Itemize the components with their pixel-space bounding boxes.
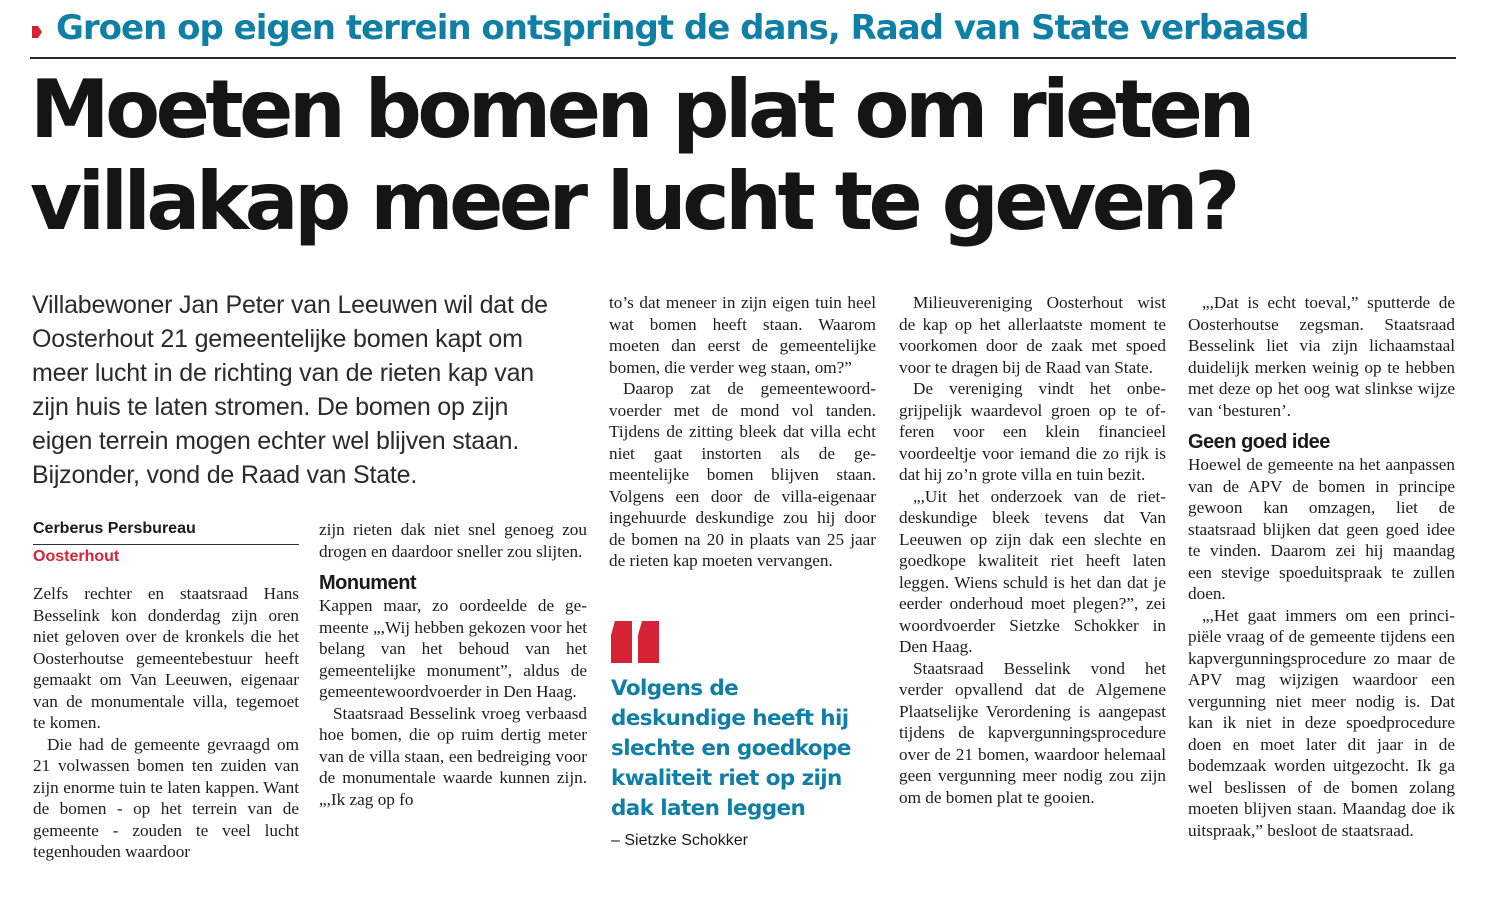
body-paragraph: De vereniging vindt het onbegrijpelijk waardevol groen op te offeren voor een klein financieel voordeeltje voor iemand die zo rijk is dat hij zo’n grote villa en tuin bezit. [899,379,1166,484]
dateline: Oosterhout [33,548,120,565]
subheading-monument: Monument [319,572,417,594]
body-paragraph: to’s dat meneer in zijn eigen tuin heel wat bomen heeft staan. Waarom moeten dan eerst de gemeentelijke bomen, die verder weg staan, om?” [609,293,876,377]
body-column-5 [1188,292,1455,841]
body-paragraph: Die had de gemeente gevraagd om 21 volwassen bomen ten zuiden van zijn enorme tuin te laten kappen. Want de bomen - op het terrein van de gemeente - zouden te veel lucht tegenhouden waardoor [33,734,299,861]
body-column-3 [609,292,876,572]
body-paragraph: zijn rieten dak niet snel genoeg zou drogen en daardoor sneller zou slijten. [319,520,587,561]
body-column-4 [899,292,1166,808]
kicker-divider [30,57,1456,59]
body-column-1 [33,583,299,863]
quote-mark-icon [611,621,663,663]
body-paragraph: Hoewel de gemeente na het aanpassen van de APV de bomen in principe gewoon kan omzagen, liet de staatsraad blijken dat geen goed idee te vinden. Daarom zei hij maandag een stevige spoeduitspraak te zullen doen. [1188,455,1455,603]
body-paragraph: „,Het gaat immers om een principiële vraag of de gemeente tijdens een kapvergunningsprocedure zo maar de APV mag wijzigen waardoor een vergunning niet meer nodig is. Dat kan ik niet in deze spoedprocedure doen en moet later dit jaar in de bodemzaak worden uitgezocht. Ik ga wel beslissen of de bomen zolang moeten blijven staan. Maandag doe ik uitspraak,” besloot de staatsraad. [1188,605,1455,840]
body-paragraph: „,Uit het onderzoek van de rietdeskundige bleek tevens dat Van Leeuwen op zijn dak een slechte en goedkope kwaliteit riet heeft laten leggen. Wiens schuld is het dan dat je eerder onderhoud moet plegen?”, zei woordvoerder Sietzke Schokker in Den Haag. [899,486,1166,656]
kicker-row [30,8,1456,52]
body-paragraph: Milieuvereniging Oosterhout wist de kap op het allerlaatste moment te voorkomen door de zaak met spoed voor te dragen bij de Raad van State. [899,293,1166,377]
pull-quote: Volgens de deskundige heeft hij slechte en goedkope kwaliteit riet op zijn dak laten leggen [611,676,851,821]
body-paragraph: Daarop zat de gemeentewoordvoerder met de mond vol tanden. Tijdens de zitting bleek dat villa echt niet gaat instorten als de gemeentelijke bomen blijven staan. Volgens een door de villa-eigenaar ingehuurde deskundige zou hij door de bomen na 20 in plaats van 25 jaar de rieten kap moeten vervangen. [609,379,876,570]
headline [30,64,1470,248]
byline: Cerberus Persbureau [33,520,196,537]
body-paragraph: „,Dat is echt toeval,” sputterde de Oosterhoutse zegsman. Staatsraad Besselink liet via zijn lichaamstaal duidelijk merken weinig op te hebben met deze op het oog wat slinkse wijze van ‘besturen’. [1188,293,1455,420]
subheading-geen-goed-idee: Geen goed idee [1188,431,1330,453]
byline-divider [33,544,299,545]
pull-quote-attribution: – Sietzke Schokker [611,832,748,849]
kicker-marker-icon [32,26,42,38]
kicker-heading: Groen op eigen terrein ontspringt de dans, Raad van State verbaasd [56,8,1309,48]
body-paragraph: Zelfs rechter en staatsraad Hans Besselink kon donderdag zijn oren niet geloven over de kronkels die het Oosterhoutse gemeentebestuur heeft gemaakt om Van Leeuwen, eigenaar van de monumentale villa, tegemoet te komen. [33,584,299,732]
headline-line-1: Moeten bomen plat om rieten [30,63,1251,156]
intro-paragraph: Villabewoner Jan Peter van Leeuwen wil dat de Oosterhout 21 gemeentelijke bomen kapt om meer lucht in de richting van de rieten kap van zijn huis te laten stromen. De bomen op zijn eigen terrein mogen echter wel blijven staan. Bijzonder, vond de Raad van State. [32,291,548,489]
body-paragraph: Kappen maar, zo oordeelde de gemeente „,Wij hebben gekozen voor het belang van het behoud van het gemeentelijke monument”, aldus de gemeentewoordvoerder in Den Haag. [319,596,587,701]
body-paragraph: Staatsraad Besselink vroeg verbaasd hoe bomen, die op ruim dertig meter van de villa staan, een bedreiging voor de monumentale waarde kunnen zijn. „,Ik zag op fo [319,703,587,809]
body-paragraph: Staatsraad Besselink vond het verder opvallend dat de Algemene Plaatselijke Verordening is aangepast tijdens de kapvergunningsprocedure over de 21 bomen, waardoor helemaal geen vergunning meer nodig zou zijn om de bomen plat te gooien. [899,658,1166,807]
body-column-2 [319,519,587,810]
headline-line-2: villakap meer lucht te geven? [30,155,1236,248]
